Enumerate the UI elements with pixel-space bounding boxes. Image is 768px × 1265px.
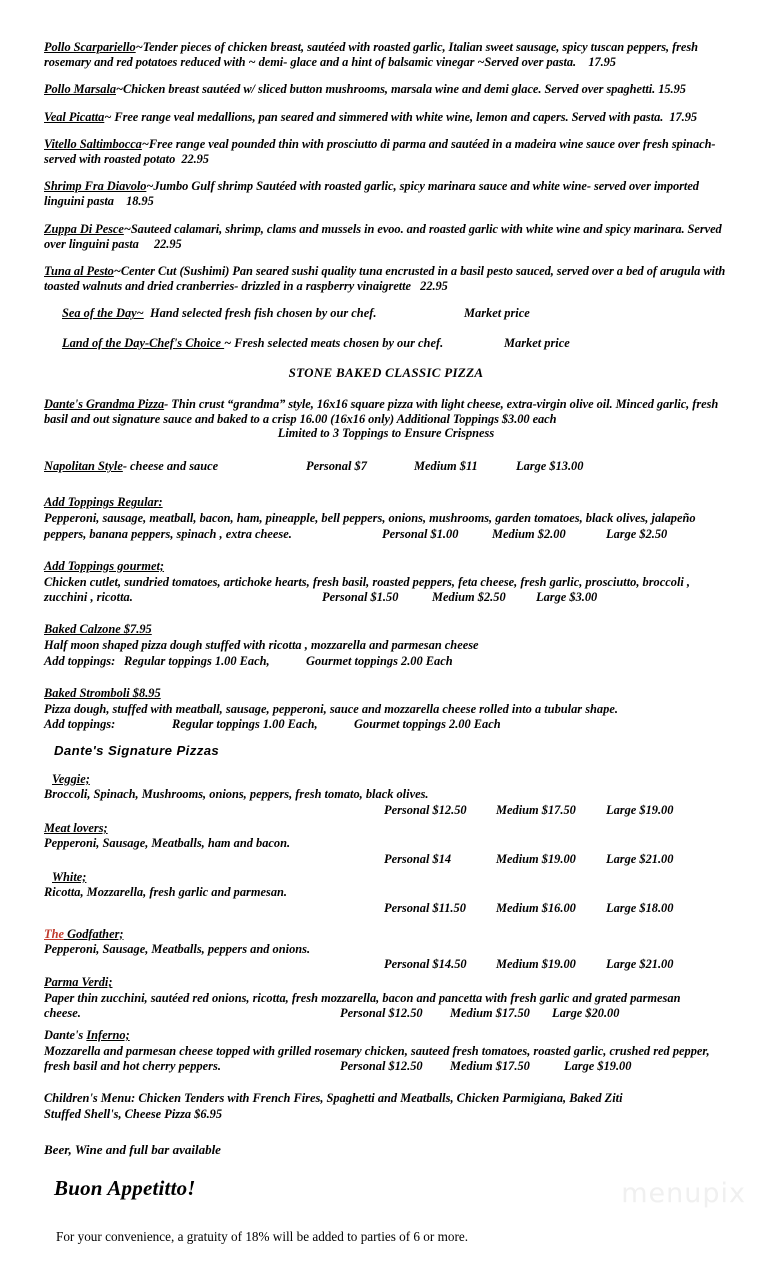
price-medium: Medium $11 xyxy=(414,459,478,474)
menu-item-zuppa-di-pesce xyxy=(44,222,728,252)
menu-item-description: - Thin crust “grandma” style, 16x16 square pizza with light cheese, extra-virgin olive oil. Minced garlic, fresh basil and out signature sauce and baked to a crisp 16.00 (16x16 only) Additional Toppings $3.00 each xyxy=(44,396,719,427)
menu-item-description: Pizza dough, stuffed with meatball, sausage, pepperoni, sauce and mozzarella cheese rolled into a tubular shape. xyxy=(44,701,618,716)
menu-item-name: Tuna al Pesto xyxy=(44,264,114,279)
menu-item-description: ~ Fresh selected meats chosen by our chef. xyxy=(224,335,444,350)
menu-item-name: Baked Calzone $7.95 xyxy=(44,622,152,637)
price-personal: Personal $14 xyxy=(384,851,452,866)
menu-item-price: 18.95 xyxy=(126,194,154,209)
add-toppings-label: Add toppings: xyxy=(44,717,116,732)
price-personal: Personal $11.50 xyxy=(384,900,466,915)
menu-item-description: Ricotta, Mozzarella, fresh garlic and parmesan. xyxy=(44,885,288,900)
menu-item-name: Vitello Saltimbocca xyxy=(44,136,142,151)
menu-item-description: ~Free range veal pounded thin with prosciutto di parma and sautéed in a madeira wine sauce over fresh spinach- served with roasted potato xyxy=(44,136,716,167)
menu-item-description: Broccoli, Spinach, Mushrooms, onions, peppers, fresh tomato, black olives. xyxy=(44,787,429,802)
menu-item-sea-of-the-day xyxy=(44,306,728,321)
menu-item-name: Sea of the Day~ xyxy=(62,306,144,321)
menu-item-name xyxy=(44,1028,728,1043)
add-toppings-regular xyxy=(44,493,728,542)
pizza-section-title: STONE BAKED CLASSIC PIZZA xyxy=(288,364,484,380)
menu-item-name: Veggie; xyxy=(52,772,90,787)
menu-item-baked-stromboli xyxy=(44,684,728,733)
menu-item-description: ~Chicken breast sautéed w/ sliced button mushrooms, marsala wine and demi glace. Served over spaghetti. xyxy=(115,82,656,97)
toppings-list-line1: Pepperoni, sausage, meatball, bacon, ham, pineapple, bell peppers, onions, mushrooms, garden tomatoes, black olives, jalapeño xyxy=(44,511,696,526)
menu-item-price: Market price xyxy=(464,306,530,321)
menu-item-name: Land of the Day-Chef's Choice xyxy=(62,335,225,350)
toppings-list-line2: peppers, banana peppers, spinach , extra cheese. xyxy=(44,526,292,541)
price-medium: Medium $19.00 xyxy=(496,851,576,866)
menu-item-description-cont: fresh basil and hot cherry peppers. xyxy=(44,1058,221,1073)
menu-item-price: 22.95 xyxy=(181,152,209,167)
menu-item-name: Shrimp Fra Diavolo xyxy=(44,179,147,194)
price-medium: Medium $17.50 xyxy=(496,802,576,817)
price-regular-toppings: Regular toppings 1.00 Each, xyxy=(124,653,270,668)
menu-item-name-prefix: The xyxy=(44,926,64,941)
menu-item-name: Zuppa Di Pesce xyxy=(44,221,124,236)
menu-item-description: Hand selected fresh fish chosen by our chef. xyxy=(149,306,377,321)
price-medium: Medium $17.50 xyxy=(450,1058,530,1073)
price-large: Large $13.00 xyxy=(516,459,584,474)
price-large: Large $20.00 xyxy=(552,1006,620,1021)
menu-item-name xyxy=(44,927,728,942)
menupix-watermark: menupix xyxy=(621,1178,746,1209)
menu-item-meat-lovers-pizza xyxy=(44,821,728,868)
menu-item-name: Pollo Marsala xyxy=(44,82,116,97)
watermark-secondary xyxy=(737,1157,743,1170)
menu-item-price: 17.95 xyxy=(588,55,616,70)
menu-item-baked-calzone xyxy=(44,620,728,669)
price-medium: Medium $19.00 xyxy=(496,957,576,972)
menu-item-price: 22.95 xyxy=(154,236,182,251)
price-gourmet-toppings: Gourmet toppings 2.00 Each xyxy=(354,717,501,732)
toppings-list-line2: zucchini , ricotta. xyxy=(44,590,133,605)
menu-item-price: Market price xyxy=(504,335,570,350)
price-large: Large $21.00 xyxy=(606,851,674,866)
price-gourmet-toppings: Gourmet toppings 2.00 Each xyxy=(306,653,453,668)
grandma-pizza-note: Limited to 3 Toppings to Ensure Crispness xyxy=(277,426,495,441)
menu-item-description: Pepperoni, Sausage, Meatballs, peppers and onions. xyxy=(44,941,311,956)
market-price-section xyxy=(44,306,728,350)
price-large: Large $19.00 xyxy=(564,1058,632,1073)
menu-item-description: Mozzarella and parmesan cheese topped with grilled rosemary chicken, sauteed fresh tomatoes, roasted garlic, crushed red pepper, xyxy=(44,1043,710,1058)
menu-item-tuna-al-pesto xyxy=(44,264,728,294)
menu-item-description: ~Center Cut (Sushimi) Pan seared sushi quality tuna encrusted in a basil pesto sauced, served over a bed of arugula with toasted walnuts and dried cranberries- drizzled in a raspberry vinaigrette xyxy=(44,264,726,294)
menu-item-description: Half moon shaped pizza dough stuffed with ricotta , mozzarella and parmesan cheese xyxy=(44,638,479,653)
price-personal: Personal $12.50 xyxy=(384,802,467,817)
menu-item-pollo-scarpariello xyxy=(44,40,728,70)
menu-item-description: ~ Free range veal medallions, pan seared and simmered with white wine, lemon and capers. Served with pasta. xyxy=(104,109,664,124)
menu-item-white-pizza xyxy=(44,870,728,917)
menu-item-name: Meat lovers; xyxy=(44,820,108,835)
menu-item-vitello-saltimbocca xyxy=(44,137,728,167)
add-toppings-gourmet xyxy=(44,557,728,606)
signature-pizzas-heading: Dante's Signature Pizzas xyxy=(54,743,220,759)
price-personal: Personal $1.00 xyxy=(382,526,459,541)
menu-item-name: Baked Stromboli $8.95 xyxy=(44,685,161,700)
childrens-menu-line1: Children's Menu: Chicken Tenders with French Fires, Spaghetti and Meatballs, Chicken Parmigiana, Baked Ziti xyxy=(44,1090,623,1105)
price-personal: Personal $14.50 xyxy=(384,957,467,972)
price-large: Large $2.50 xyxy=(606,526,668,541)
menu-item-name: Napolitan Style xyxy=(44,459,123,474)
menu-item-dantes-inferno-pizza xyxy=(44,1028,728,1075)
price-large: Large $21.00 xyxy=(606,957,674,972)
toppings-list-line1: Chicken cutlet, sundried tomatoes, artichoke hearts, fresh basil, roasted peppers, feta cheese, fresh garlic, prosciutto, broccoli , xyxy=(44,574,691,589)
menu-sheet xyxy=(44,40,728,1245)
buon-appetitto-heading: Buon Appetitto! xyxy=(54,1176,196,1201)
menu-item-godfather-pizza xyxy=(44,927,728,974)
menu-item-description: Pepperoni, Sausage, Meatballs, ham and bacon. xyxy=(44,836,291,851)
gratuity-note: For your convenience, a gratuity of 18% will be added to parties of 6 or more. xyxy=(56,1229,468,1245)
menu-item-name-main: Godfather; xyxy=(67,926,124,941)
price-medium: Medium $17.50 xyxy=(450,1006,530,1021)
menu-item-napolitan-style xyxy=(44,459,728,475)
menu-item-parma-verdi-pizza xyxy=(44,975,728,1022)
entrees-section xyxy=(44,40,728,294)
menu-item-name: Veal Picatta xyxy=(44,109,105,124)
price-medium: Medium $16.00 xyxy=(496,900,576,915)
menu-item-description: - cheese and sauce xyxy=(122,459,219,474)
menu-item-land-of-the-day xyxy=(44,336,728,351)
menu-item-price: 17.95 xyxy=(669,109,698,124)
menu-item-name-main: Inferno; xyxy=(86,1028,130,1043)
menu-item-description: Paper thin zucchini, sautéed red onions, ricotta, fresh mozzarella, bacon and pancetta with fresh garlic and grated parmesan xyxy=(44,990,681,1005)
price-personal: Personal $7 xyxy=(306,459,367,474)
menu-item-name: White; xyxy=(52,869,87,884)
menu-item-veal-picatta xyxy=(44,110,728,125)
menu-item-description: ~Sauteed calamari, shrimp, clams and mussels in evoo. and roasted garlic with white wine and spicy marinara. Served over linguini pasta xyxy=(44,221,722,251)
price-large: Large $3.00 xyxy=(536,590,598,605)
price-personal: Personal $12.50 xyxy=(340,1058,423,1073)
menu-item-name-prefix: Dante's xyxy=(44,1028,87,1043)
beverages-note: Beer, Wine and full bar available xyxy=(44,1142,221,1158)
childrens-menu xyxy=(44,1091,728,1122)
childrens-menu-line2: Stuffed Shell's, Cheese Pizza $6.95 xyxy=(44,1106,223,1121)
menu-item-name: Dante's Grandma Pizza xyxy=(44,396,165,411)
menu-item-price: 22.95 xyxy=(420,279,448,294)
price-large: Large $18.00 xyxy=(606,900,674,915)
menu-item-shrimp-fra-diavolo xyxy=(44,179,728,209)
price-medium: Medium $2.00 xyxy=(492,526,566,541)
section-heading: Add Toppings gourmet; xyxy=(44,558,165,573)
menu-item-description: ~Jumbo Gulf shrimp Sautéed with roasted garlic, spicy marinara sauce and white wine- served over imported linguini pasta xyxy=(44,179,699,209)
menu-item-name: Parma Verdi; xyxy=(44,975,113,990)
menu-item-description-cont: cheese. xyxy=(44,1006,81,1021)
price-personal: Personal $12.50 xyxy=(340,1006,423,1021)
price-regular-toppings: Regular toppings 1.00 Each, xyxy=(172,717,318,732)
menu-item-pollo-marsala xyxy=(44,82,728,97)
add-toppings-label: Add toppings: xyxy=(44,653,116,668)
section-heading: Add Toppings Regular: xyxy=(44,495,163,510)
menu-item-grandma-pizza xyxy=(44,397,728,427)
menu-item-description: ~Tender pieces of chicken breast, sautéed with roasted garlic, Italian sweet sausage, spicy tuscan peppers, fresh rosemary and red potatoes reduced with ~ demi- glace and a hint of balsamic vinegar ~Served over pasta. xyxy=(44,40,698,70)
menu-item-price: 15.95 xyxy=(658,82,686,97)
price-medium: Medium $2.50 xyxy=(432,590,506,605)
price-personal: Personal $1.50 xyxy=(322,590,399,605)
menu-item-name: Pollo Scarpariello xyxy=(44,40,136,54)
menu-item-veggie-pizza xyxy=(44,772,728,819)
price-large: Large $19.00 xyxy=(606,802,674,817)
